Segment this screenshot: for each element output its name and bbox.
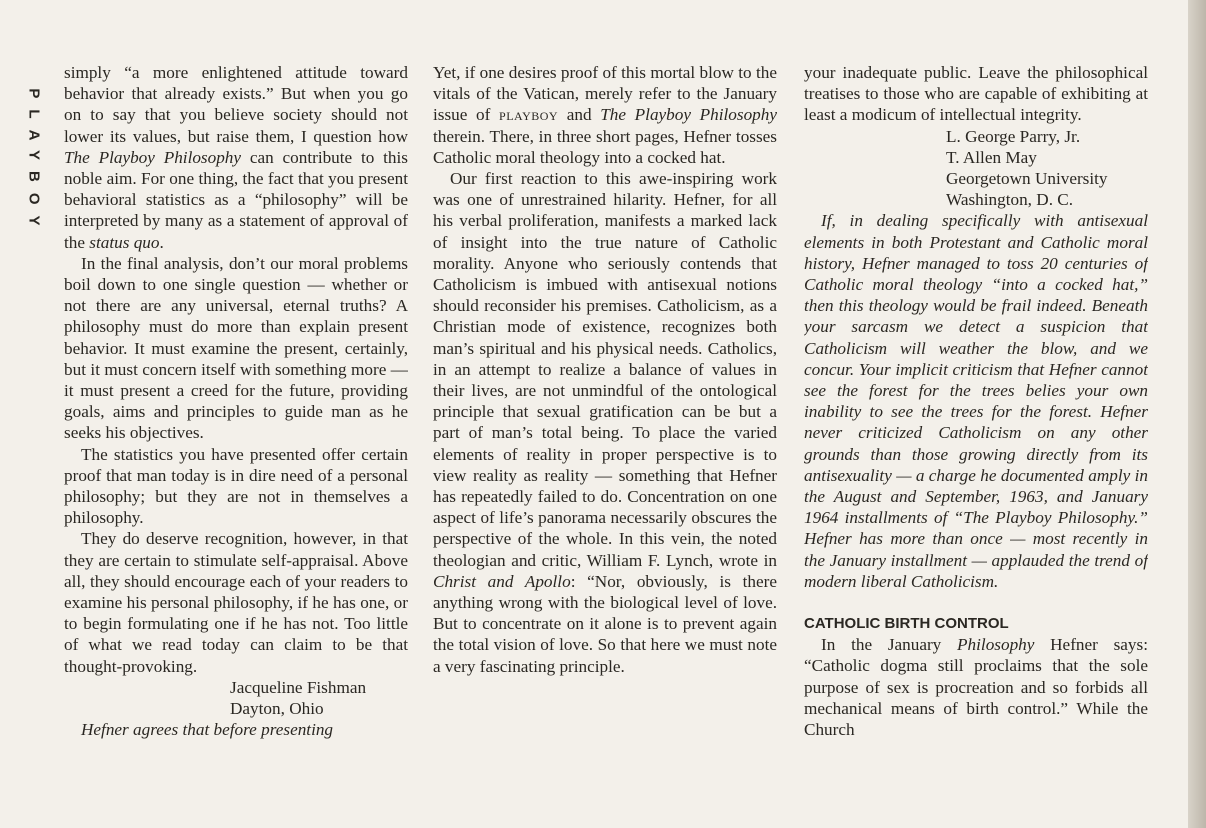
paragraph: your inadequate public. Leave the philosophical treatises to those who are capable of exhibiting at least a modicum of intellectual integrity.	[804, 63, 1148, 125]
latin-phrase: status quo	[89, 232, 160, 252]
column-3	[804, 62, 1148, 828]
paragraph: simply “a more enlightened attitude toward behavior that already exists.” But when you go on to say that you believe society should not lower its values, but raise them, I question how The Playboy Philosophy can contribute to this noble aim. For one thing, the fact that you present behavioral statistics as a “philosophy” will be interpreted by many as a statement of approval of the status quo.	[64, 63, 408, 252]
signature-name: L. George Parry, Jr.	[946, 126, 1081, 146]
magazine-side-tag	[18, 62, 50, 262]
column-1	[64, 62, 408, 828]
magazine-name: PLAYBOY	[25, 87, 43, 237]
signature-place: Dayton, Ohio	[230, 699, 324, 719]
signature-place: Georgetown University	[946, 169, 1108, 189]
editor-reply: Hefner agrees that before presenting	[81, 720, 334, 740]
signature-place: Washington, D. C.	[946, 190, 1074, 210]
publication-title: The Playboy Philosophy	[64, 147, 242, 167]
column-2	[433, 62, 777, 828]
page-edge	[1188, 0, 1206, 828]
paragraph: In the January Philosophy Hefner says: “Catholic dogma still proclaims that the sole purpose of sex is procreation and so forbids all mechanical means of birth control.” While the Church	[804, 635, 1148, 740]
paragraph: They do deserve recognition, however, in that they are certain to stimulate self-appraisal. Above all, they should encourage each of your readers to examine his personal philosophy, if he has one, or to begin formulating one if he has not. Too little of what we read today can claim to be that thought-provoking.	[64, 529, 408, 676]
section-heading: CATHOLIC BIRTH CONTROL	[804, 615, 1009, 633]
paragraph: In the final analysis, don’t our moral problems boil down to one single question — whether or not there are any universal, eternal truths? A philosophy must do more than explain present behavior. It must examine the present, certainly, but it must concern itself with something more — it must present a creed for the future, providing goals, aims and principles to guide man as he seeks his objectives.	[64, 253, 408, 443]
editor-reply: If, in dealing specifically with antisexual elements in both Protestant and Catholic moral history, Hefner managed to toss 20 centuries of Catholic moral theology “into a cocked hat,” then this theology would be frail indeed. Beneath your sarcasm we detect a suspicion that Catholicism will weather the blow, and we concur. Your implicit criticism that Hefner cannot see the forest for the trees belies your own inability to see the trees for the forest. Hefner never criticized Catholicism on any other grounds than those growing directly from its antisexuality — a charge he documented amply in the August and September, 1963, and January 1964 installments of “The Playboy Philosophy.” Hefner has more than once — most recently in the January installment — applauded the trend of modern liberal Catholicism.	[804, 211, 1148, 591]
publication-title: The Playboy Philosophy	[600, 105, 777, 125]
signature-name: T. Allen May	[946, 147, 1037, 167]
book-title: Christ and Apollo	[433, 571, 571, 591]
paragraph: Our first reaction to this awe-inspiring work was one of unrestrained hilarity. Hefner, for all his verbal proliferation, manifests a marked lack of insight into the true nature of Catholic morality. Anyone who seriously contends that Catholicism is imbued with antisexual notions should reconsider his premises. Catholicism, as a Christian mode of existence, recognizes both man’s spiritual and his physical needs. Catholics, in an attempt to realize a balance of values in their lives, are not unmindful of the ontological principle that sexual gratification can be but a part of man’s total being. To place the varied elements of reality in proper perspective is to view reality as reality — something that Hefner has repeatedly failed to do. Concentration on one aspect of life’s panorama necessarily obscures the perspective of the whole. In this vein, the noted theologian and critic, William F. Lynch, wrote in Christ and Apollo: “Nor, obviously, is there anything wrong with the biological level of love. But to concentrate on it alone is to prevent again the total vision of love. So that here we must note a very fascinating principle.	[433, 169, 777, 676]
publication-title: Philosophy	[957, 635, 1035, 655]
signature-name: Jacqueline Fishman	[230, 677, 367, 697]
paragraph: The statistics you have presented offer certain proof that man today is in dire need of a personal philosophy; but they are not in themselves a philosophy.	[64, 444, 408, 528]
magazine-reference: playboy	[499, 105, 559, 125]
paragraph: Yet, if one desires proof of this mortal blow to the vitals of the Vatican, merely refer to the January issue of playboy and The Playboy Philosophy therein. There, in three short pages, Hefner tosses Catholic moral theology into a cocked hat.	[433, 63, 777, 167]
